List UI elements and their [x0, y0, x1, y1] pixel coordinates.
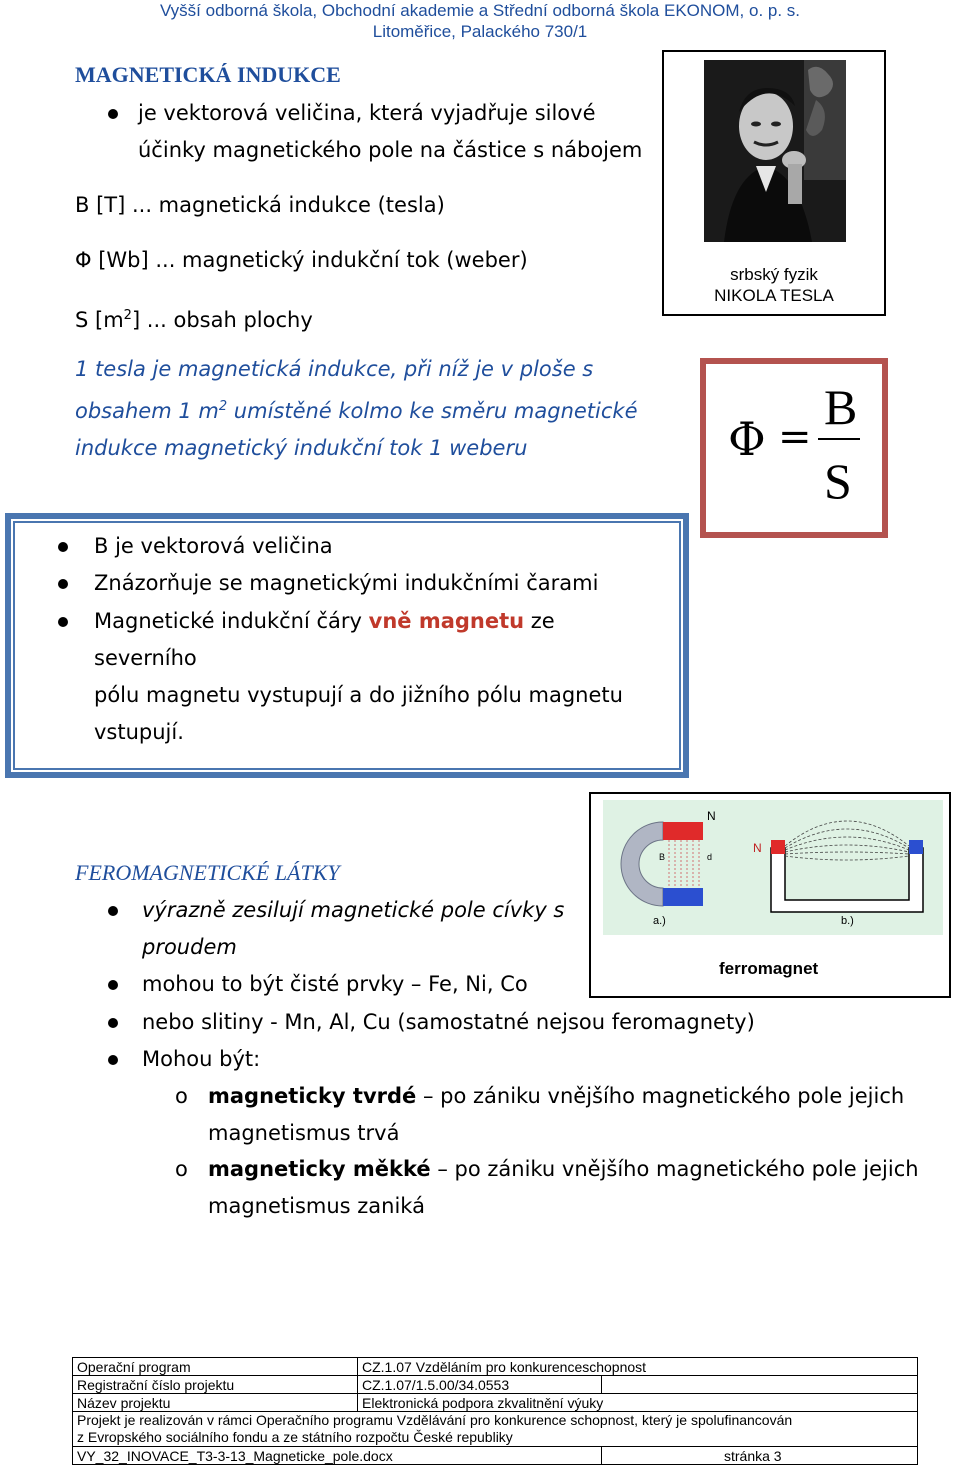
tesla-definition: [75, 351, 638, 467]
header-line-2: Litoměřice, Palackého 730/1: [372, 22, 588, 41]
sub-item-soft-line-1: [208, 1151, 928, 1188]
sub-item-hard-line-2: magnetismus trvá: [208, 1121, 400, 1145]
ferro-b2: mohou to být čisté prvky – Fe, Ni, Co: [142, 972, 528, 996]
table-row: [73, 1412, 918, 1447]
list-item: [108, 1004, 755, 1041]
ferromagnet-caption: ferromagnet: [719, 959, 819, 978]
box-item-3-line-2: pólu magnetu vystupují a do jižního pólu magnetu: [94, 683, 623, 707]
sub-item-soft: [208, 1151, 928, 1225]
sub-item-hard-bold: magneticky tvrdé: [208, 1084, 417, 1108]
ferro-b4: Mohou být:: [142, 1047, 261, 1071]
definition-line-1: je vektorová veličina, která vyjadřuje silové: [138, 101, 596, 125]
tesla-def-line-2-post: umístěné kolmo ke směru magnetické: [227, 399, 638, 423]
box-item-3-line-3: vstupují.: [94, 720, 184, 744]
tesla-def-line-3: indukce magnetický indukční tok 1 weberu: [75, 436, 528, 460]
tesla-photo-box: [662, 50, 886, 316]
footer-cell: Název projektu: [73, 1394, 358, 1412]
sub-item-hard-rest: – po zániku vnějšího magnetického pole jejich: [416, 1084, 905, 1108]
caption-line-2: NIKOLA TESLA: [714, 286, 834, 305]
definition-line-2: účinky magnetického pole na částice s nábojem: [138, 138, 643, 162]
sub-item-hard: [208, 1078, 928, 1152]
box-item-1: B je vektorová veličina: [94, 534, 333, 558]
tesla-portrait-image: [704, 60, 846, 242]
list-item: [58, 565, 598, 602]
header-line-1: Vyšší odborná škola, Obchodní akademie a Střední odborná škola EKONOM, o. p. s.: [159, 1, 801, 20]
ferromagnet-diagram-image: [603, 800, 943, 935]
label-b2: b.): [841, 915, 854, 927]
bullet-dot: [108, 980, 118, 990]
footer-cell: [602, 1376, 918, 1394]
table-row: [73, 1394, 918, 1412]
list-item: [108, 892, 578, 966]
label-d: d: [707, 852, 713, 862]
footer-cell: [73, 1412, 918, 1447]
list-item: [108, 966, 528, 1003]
footer-page-number: stránka 3: [602, 1447, 918, 1465]
footer-cell: CZ.1.07 Vzděláním pro konkurenceschopnost: [358, 1358, 918, 1376]
bullet-dot: [108, 906, 118, 916]
def-s-pre: S [m: [75, 308, 124, 332]
photo-caption: [664, 264, 884, 306]
section-title-magnetic-induction: MAGNETICKÁ INDUKCE: [75, 62, 341, 87]
footer-cell: Registrační číslo projektu: [73, 1376, 358, 1394]
def-s: [75, 297, 313, 339]
footer-cell: Elektronická podpora zkvalitnění výuky: [358, 1394, 918, 1412]
sub-item-soft-rest: – po zániku vnějšího magnetického pole jejich: [430, 1157, 919, 1181]
def-b: B [T] ... magnetická indukce (tesla): [75, 193, 445, 217]
footer-cell: VY_32_INOVACE_T3-3-13_Magneticke_pole.docx: [73, 1447, 602, 1465]
label-b: B: [659, 852, 666, 862]
tesla-def-line-1: 1 tesla je magnetická indukce, při níž je v ploše s: [75, 357, 594, 381]
list-item: [58, 603, 658, 751]
ferromagnet-figure-box: [589, 792, 951, 998]
footer-cell: CZ.1.07/1.5.00/34.0553: [358, 1376, 602, 1394]
formula-denominator: S: [824, 453, 852, 509]
box-item-3-post: ze severního: [94, 609, 555, 670]
def-phi: Φ [Wb] ... magnetický indukční tok (weber): [75, 248, 528, 272]
table-row: [73, 1447, 918, 1465]
bullet-dot: [108, 109, 118, 119]
ferro-b3: nebo slitiny - Mn, Al, Cu (samostatné nejsou feromagnety): [142, 1010, 755, 1034]
formula-numerator: B: [824, 379, 858, 435]
school-header: [0, 0, 960, 42]
box-item-3-line-1: [94, 603, 658, 677]
box-item-3-pre: Magnetické indukční čáry: [94, 609, 369, 633]
box-item-2: Znázorňuje se magnetickými indukčními čarami: [94, 571, 599, 595]
list-item: [108, 1041, 260, 1078]
bullet-dot: [58, 617, 68, 627]
sub-item-soft-line-2: magnetismus zaniká: [208, 1194, 425, 1218]
footer-project-line-2: z Evropského sociálního fondu a ze státního rozpočtu České republiky: [77, 1429, 513, 1445]
list-item: [108, 95, 668, 169]
bullet-dot: [58, 542, 68, 552]
footer-project-line-1: Projekt je realizován v rámci Operačního programu Vzdělávání pro konkurence schopnost, který je spolufinancován: [77, 1412, 793, 1428]
bullet-dot: [58, 579, 68, 589]
sub-marker: o: [175, 1084, 188, 1108]
formula-lhs: Φ: [728, 412, 766, 466]
table-row: [73, 1358, 918, 1376]
box-item-3-highlight: vně magnetu: [368, 609, 525, 633]
tesla-def-line-2-pre: obsahem 1 m: [75, 399, 219, 423]
tesla-def-line-2: [75, 388, 638, 430]
sub-marker: o: [175, 1157, 188, 1181]
footer-table: [72, 1357, 918, 1465]
section-title-ferromagnetic: FEROMAGNETICKÉ LÁTKY: [75, 860, 340, 885]
label-a: a.): [653, 915, 666, 927]
sub-item-hard-line-1: [208, 1078, 928, 1115]
list-item: [58, 528, 333, 565]
fraction-bar: [818, 438, 860, 440]
tesla-def-sup: 2: [218, 399, 228, 414]
label-n-a: N: [707, 809, 716, 823]
ferro-b1-line-2: proudem: [142, 935, 237, 959]
formula-equals: =: [778, 414, 812, 460]
caption-line-1: srbský fyzik: [730, 265, 818, 284]
ferro-b1-line-1: výrazně zesilují magnetické pole cívky s: [142, 898, 565, 922]
bullet-dot: [108, 1018, 118, 1028]
def-s-post: ] ... obsah plochy: [131, 308, 313, 332]
label-n-b: N: [753, 841, 762, 855]
sub-item-soft-bold: magneticky měkké: [208, 1157, 431, 1181]
formula-box: [700, 358, 888, 538]
table-row: [73, 1376, 918, 1394]
def-s-sup: 2: [123, 308, 132, 323]
bullet-dot: [108, 1055, 118, 1065]
footer-cell: Operační program: [73, 1358, 358, 1376]
